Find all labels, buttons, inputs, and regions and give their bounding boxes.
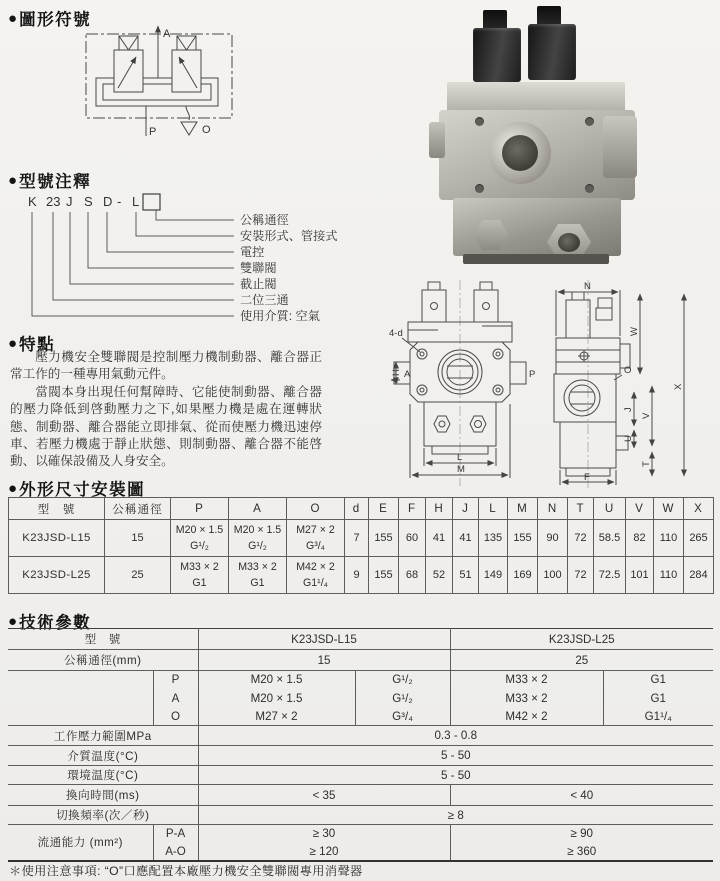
header-cell: H — [426, 498, 453, 520]
table-row — [8, 629, 713, 650]
dim-label-m: M — [457, 464, 465, 475]
cell-dim: 101 — [626, 557, 654, 594]
cell-dn: 25 — [105, 557, 171, 594]
cell-dim: 60 — [399, 520, 426, 557]
bolt-dot — [475, 117, 484, 126]
dim-label-o: O — [624, 365, 632, 376]
dim-label-w: W — [629, 327, 640, 336]
cell-label: 公稱通徑(mm) — [8, 650, 198, 671]
thread-spec: M27 × 2 — [296, 524, 335, 536]
header-cell: 公稱通徑 — [105, 498, 171, 520]
legend-item: 雙聯閥 — [240, 261, 277, 275]
dim-label-v: V — [641, 412, 652, 419]
cell-model: K23JSD-L25 — [9, 557, 105, 594]
side-boss-right — [603, 116, 637, 178]
cell-port-key: P — [153, 671, 198, 689]
cell-dim: 82 — [626, 520, 654, 557]
table-row — [9, 520, 714, 557]
port-label-a: A — [163, 28, 171, 40]
code-char: L — [132, 194, 140, 209]
cell-dim: 58.5 — [594, 520, 626, 557]
cell-dim: 284 — [684, 557, 714, 594]
pneumatic-symbol-diagram — [52, 20, 244, 146]
header-cell: T — [568, 498, 594, 520]
cell-dim: 41 — [426, 520, 453, 557]
bullet-icon: ● — [8, 612, 18, 630]
cell-g: G1 — [603, 671, 713, 689]
section-title-text: 技術參數 — [19, 614, 92, 632]
dim-label-a: A — [404, 369, 411, 380]
code-char: S — [84, 194, 93, 209]
thread-spec: M20 × 1.5 — [233, 524, 282, 536]
legend-labels — [240, 213, 338, 323]
thread-spec: M33 × 2 — [238, 561, 277, 573]
cell-flow-key: A-O — [153, 843, 198, 861]
cell-value-l15: ≥ 120 — [198, 843, 450, 861]
dim-label-t: T — [641, 461, 652, 467]
cell-value: 5 - 50 — [198, 766, 713, 785]
bolt-dot — [585, 184, 594, 193]
section-title-text: 圖形符號 — [19, 11, 92, 29]
cell-label: 介質温度(°C) — [8, 746, 198, 766]
dimension-drawings — [388, 278, 720, 492]
port-label-p: P — [149, 126, 157, 138]
model-code-chars — [28, 194, 139, 209]
thread-spec: M42 × 2 — [296, 561, 335, 573]
cell-value: 5 - 50 — [198, 746, 713, 766]
legend-lines — [32, 210, 234, 316]
cell-port-p — [171, 520, 229, 557]
g-spec: G1¹/₄ — [303, 577, 328, 589]
cell-label: 型 號 — [8, 629, 198, 650]
code-char: J — [66, 194, 73, 209]
cell-g: G1 — [603, 689, 713, 708]
solenoid-coil-left — [473, 28, 521, 82]
dim-label-h: H — [391, 369, 402, 376]
cell-label: 工作壓力範圍MPa — [8, 726, 198, 746]
cell-model-l15: K23JSD-L15 — [198, 629, 450, 650]
bolt-dot — [585, 117, 594, 126]
cell-dim: 155 — [508, 520, 538, 557]
header-cell: L — [479, 498, 508, 520]
side-port-left — [429, 122, 445, 158]
dim-label-p: P — [529, 369, 536, 380]
cell-label: 流通能力 (mm²) — [8, 825, 153, 861]
cell-thread: M20 × 1.5 — [198, 689, 355, 708]
code-size-box — [143, 194, 160, 210]
dim-label-u: U — [623, 435, 634, 442]
cell-model: K23JSD-L15 — [9, 520, 105, 557]
table-row — [8, 746, 713, 766]
cell-value-l25: ≥ 360 — [450, 843, 713, 861]
cell-dim: 68 — [399, 557, 426, 594]
bullet-icon: ● — [8, 479, 18, 497]
cell-port-a — [229, 557, 287, 594]
cell-thread: M42 × 2 — [450, 708, 603, 726]
cell-dim: 155 — [369, 557, 399, 594]
table-row — [9, 557, 714, 594]
cell-dim: 155 — [369, 520, 399, 557]
side-view — [554, 280, 684, 488]
table-row-port-p — [8, 671, 713, 689]
cell-value: 0.3 - 0.8 — [198, 726, 713, 746]
center-port-hole — [502, 135, 538, 171]
cell-dim: 90 — [538, 520, 568, 557]
legend-item: 安裝形式、管接式 — [240, 229, 338, 243]
cell-dim: 265 — [684, 520, 714, 557]
hex-nut-bore — [558, 233, 580, 252]
usage-footnote: ＊使用注意事項: “O”口應配置本廠壓力機安全雙聯閥專用消聲器 — [9, 864, 363, 878]
legend-item: 使用介質: 空氣 — [240, 309, 320, 323]
side-view-labels — [584, 281, 684, 483]
table-row — [8, 766, 713, 785]
cell-thread: M27 × 2 — [198, 708, 355, 726]
features-paragraph-2: 當閥本身出現任何幫障時、它能使制動器、離合器的壓力降低到啓動壓力之下,如果壓力機是處在運轉狀態、制動器、離合器能立即排氣、從而使壓力機迅速停車、若壓力機處于靜止狀態、則制動器、離合器不能啓動、以確保設備及人身安全。 — [10, 384, 322, 469]
g-spec: G³/₄ — [305, 540, 326, 552]
cell-thread: M33 × 2 — [450, 671, 603, 689]
cell-thread: M33 × 2 — [450, 689, 603, 708]
dim-label-j: J — [623, 407, 634, 412]
valve-base-edge — [463, 254, 609, 264]
cell-port-a — [229, 520, 287, 557]
thread-spec: M33 × 2 — [180, 561, 219, 573]
bullet-icon: ● — [8, 9, 18, 27]
product-photo — [425, 4, 645, 270]
header-cell: J — [453, 498, 479, 520]
table-row — [8, 650, 713, 671]
thread-spec: M20 × 1.5 — [175, 524, 224, 536]
table-row — [8, 806, 713, 825]
cell-dim: 51 — [453, 557, 479, 594]
header-cell: U — [594, 498, 626, 520]
cell-dim: 9 — [345, 557, 369, 594]
cell-port-key: A — [153, 689, 198, 708]
cell-model-l25: K23JSD-L25 — [450, 629, 713, 650]
dim-label-f: F — [584, 472, 590, 483]
header-cell: M — [508, 498, 538, 520]
legend-item: 二位三通 — [240, 293, 289, 307]
cell-value-l15: ≥ 30 — [198, 825, 450, 843]
g-spec: G¹/₂ — [190, 540, 209, 552]
table-row-flow-pa — [8, 825, 713, 843]
g-spec: G1 — [192, 577, 207, 589]
cell-g: G¹/₂ — [355, 689, 450, 708]
cell-dim: 52 — [426, 557, 453, 594]
table-row — [8, 785, 713, 806]
code-char: - — [117, 194, 122, 209]
cell-label: 換向時間(ms) — [8, 785, 198, 806]
model-code-diagram — [16, 190, 356, 332]
cell-dim: 110 — [654, 557, 684, 594]
cell-value-l15: < 35 — [198, 785, 450, 806]
cell-dim: 149 — [479, 557, 508, 594]
features-paragraph-1: 壓力機安全雙聯閥是控制壓力機制動器、離合器正常工作的一種專用氣動元件。 — [10, 350, 322, 382]
solenoid-coil-right — [528, 24, 576, 80]
code-char: 23 — [46, 194, 61, 209]
cell-label: 環境温度(°C) — [8, 766, 198, 785]
cell-flow-key: P-A — [153, 825, 198, 843]
bullet-icon: ● — [8, 171, 18, 189]
bolt-dot — [475, 184, 484, 193]
cell-dim: 135 — [479, 520, 508, 557]
valve-top-plate — [447, 82, 625, 112]
table-row — [8, 726, 713, 746]
cell-value: 15 — [198, 650, 450, 671]
bullet-icon: ● — [8, 334, 18, 352]
cell-value-l25: ≥ 90 — [450, 825, 713, 843]
dim-label-l: L — [457, 452, 463, 463]
code-char: K — [28, 194, 37, 209]
cell-value-l25: < 40 — [450, 785, 713, 806]
cell-value: 25 — [450, 650, 713, 671]
section-title-text: 外形尺寸安裝圖 — [19, 481, 146, 499]
code-char: D — [103, 194, 113, 209]
cell-dim: 72.5 — [594, 557, 626, 594]
cell-g: G1¹/₄ — [603, 708, 713, 726]
cell-dim: 100 — [538, 557, 568, 594]
header-cell: O — [287, 498, 345, 520]
dim-label-x: X — [673, 383, 684, 390]
cell-dn: 15 — [105, 520, 171, 557]
cell-thread: M20 × 1.5 — [198, 671, 355, 689]
cell-dim: 110 — [654, 520, 684, 557]
port-label-o: O — [202, 124, 211, 136]
cell-g: G¹/₂ — [355, 671, 450, 689]
dim-label-4d: 4-d — [389, 328, 403, 339]
section-title-text: 型號注釋 — [19, 173, 92, 191]
cell-dim: 41 — [453, 520, 479, 557]
cell-label: 切換頻率(次／秒) — [8, 806, 198, 825]
cell-g: G³/₄ — [355, 708, 450, 726]
header-cell: P — [171, 498, 229, 520]
g-spec: G1 — [250, 577, 265, 589]
cell-dim: 72 — [568, 557, 594, 594]
tech-params-table — [8, 628, 713, 862]
dimensions-table — [8, 497, 714, 594]
legend-item: 截止閥 — [240, 277, 277, 291]
legend-item: 公稱通徑 — [240, 213, 289, 227]
section-title-text: 特點 — [19, 336, 56, 354]
header-cell: E — [369, 498, 399, 520]
header-cell: N — [538, 498, 568, 520]
cell-dim: 7 — [345, 520, 369, 557]
cell-port-o — [287, 520, 345, 557]
header-cell: 型 號 — [9, 498, 105, 520]
header-cell: F — [399, 498, 426, 520]
header-cell: X — [684, 498, 714, 520]
cell-port-key: O — [153, 708, 198, 726]
cell-dim: 169 — [508, 557, 538, 594]
dim-label-n: N — [584, 281, 591, 292]
table-header-row — [9, 498, 714, 520]
cell-dim: 72 — [568, 520, 594, 557]
header-cell: W — [654, 498, 684, 520]
cell-port-o — [287, 557, 345, 594]
g-spec: G¹/₂ — [248, 540, 267, 552]
header-cell: V — [626, 498, 654, 520]
section-title-model-notation — [8, 168, 91, 192]
header-cell: A — [229, 498, 287, 520]
features-text — [10, 349, 322, 471]
header-cell: d — [345, 498, 369, 520]
cell-blank — [8, 671, 153, 726]
cell-port-p — [171, 557, 229, 594]
cell-value: ≥ 8 — [198, 806, 713, 825]
legend-item: 電控 — [240, 245, 265, 259]
